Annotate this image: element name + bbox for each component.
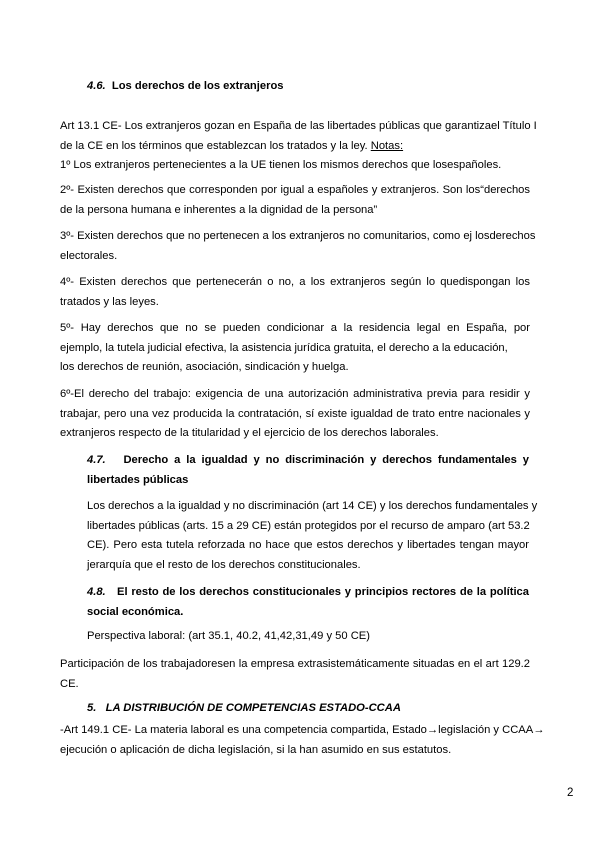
section-title: LA DISTRIBUCIÓN DE COMPETENCIAS ESTADO-CCAA	[105, 702, 401, 714]
page-number: 2	[567, 787, 574, 799]
point-6-paragraph	[60, 385, 530, 444]
paragraph-line: libertades públicas (arts. 15 a 29 CE) están protegidos por el recurso de amparo (art 53.2	[87, 519, 530, 532]
paragraph-line: 2º- Existen derechos que corresponden por igual a españoles y extranjeros. Son los	[60, 184, 481, 196]
paragraph-line: extranjeros respecto de la titularidad y el ejercicio de los derechos laborales.	[60, 427, 439, 439]
section-title: libertades públicas	[87, 473, 189, 486]
section-title: social económica.	[87, 605, 184, 618]
art-13-paragraph	[60, 117, 537, 176]
section-number: 4.7.	[87, 454, 106, 466]
paragraph-line: de la persona humana e inherentes a la dignidad de la	[60, 203, 334, 216]
paragraph-line: electorales.	[60, 249, 118, 262]
paragraph-line: 5º- Hay derechos que no se pueden condicionar a la residencia legal en España, por	[60, 322, 530, 334]
paragraph-line: ejecución o aplicación de dicha legislación, si la han asumido en sus estatutos.	[60, 743, 452, 756]
section-number: 4.8.	[87, 586, 106, 598]
section-title: Los derechos de los extranjeros	[111, 80, 284, 92]
paragraph-line: CE.	[60, 677, 79, 690]
paragraph-line: 4º- Existen derechos que pertenecerán o no, a los extranjeros según lo quedispongan los	[60, 276, 530, 288]
point-4-paragraph	[60, 273, 530, 312]
paragraph-line: ejemplo, la tutela judicial efectiva, la asistencia jurídica gratuita, el derecho a la educación,	[60, 341, 508, 354]
section-number: 5.	[87, 702, 97, 714]
paragraph-line: los derechos de reunión, asociación, sindicación y huelga.	[60, 361, 349, 373]
paragraph-line: 3º- Existen derechos que no pertenecen a los extranjeros no comunitarios, como ej losderechos	[60, 230, 536, 242]
paragraph-line: de la CE en los términos que establezcan los tratados y la ley.	[60, 139, 371, 152]
paragraph-line: Los derechos a la igualdad y no discriminación (art 14 CE) y los derechos fundamentales y	[87, 500, 538, 512]
quoted-text: persona”	[333, 203, 378, 216]
paragraph-line: trabajar, pero una vez producida la contratación, sí existe igualdad de trato entre nacionales y	[60, 407, 530, 420]
notas-label: Notas:	[370, 139, 404, 152]
section-4-8-heading	[87, 583, 529, 622]
paragraph-line: Art 13.1 CE- Los extranjeros gozan en España de las libertades públicas que garantizael Título I	[60, 120, 537, 132]
art-149-paragraph	[60, 721, 545, 760]
section-5-heading	[87, 699, 529, 719]
paragraph-line: Participación de los trabajadoresen la empresa extrasistemáticamente situadas en el art 129.2	[60, 658, 530, 670]
section-title: Derecho a la igualdad y no discriminación y derechos fundamentales y	[123, 454, 529, 466]
point-3-paragraph	[60, 227, 536, 266]
paragraph-line: CE). Pero esta tutela reforzada no hace que estos derechos y libertades tengan mayor	[87, 539, 529, 551]
point-5-paragraph	[60, 319, 530, 378]
section-4-7-body	[87, 497, 538, 575]
paragraph-line: 1º Los extranjeros pertenecientes a la UE tienen los mismos derechos que losespañoles.	[60, 159, 502, 171]
paragraph-line: tratados y las leyes.	[60, 295, 159, 308]
perspectiva-laboral	[87, 627, 529, 647]
participacion-paragraph	[60, 655, 530, 694]
paragraph-line: Perspectiva laboral: (art 35.1, 40.2, 41,42,31,49 y 50 CE)	[87, 630, 370, 642]
paragraph-line: 6º-El derecho del trabajo: exigencia de una autorización administrativa previa para residir y	[60, 388, 530, 400]
quoted-text: “derechos	[480, 184, 530, 196]
section-4-7-heading	[87, 451, 529, 490]
paragraph-line: -Art 149.1 CE- La materia laboral es una competencia compartida, Estado→legislación y CCAA→	[60, 724, 545, 736]
section-number: 4.6.	[87, 80, 106, 92]
section-title: El resto de los derechos constitucionales y principios rectores de la política	[116, 586, 529, 598]
paragraph-line: jerarquía que el resto de los derechos constitucionales.	[87, 558, 361, 571]
section-4-6-heading	[87, 77, 529, 97]
point-2-paragraph	[60, 181, 530, 220]
